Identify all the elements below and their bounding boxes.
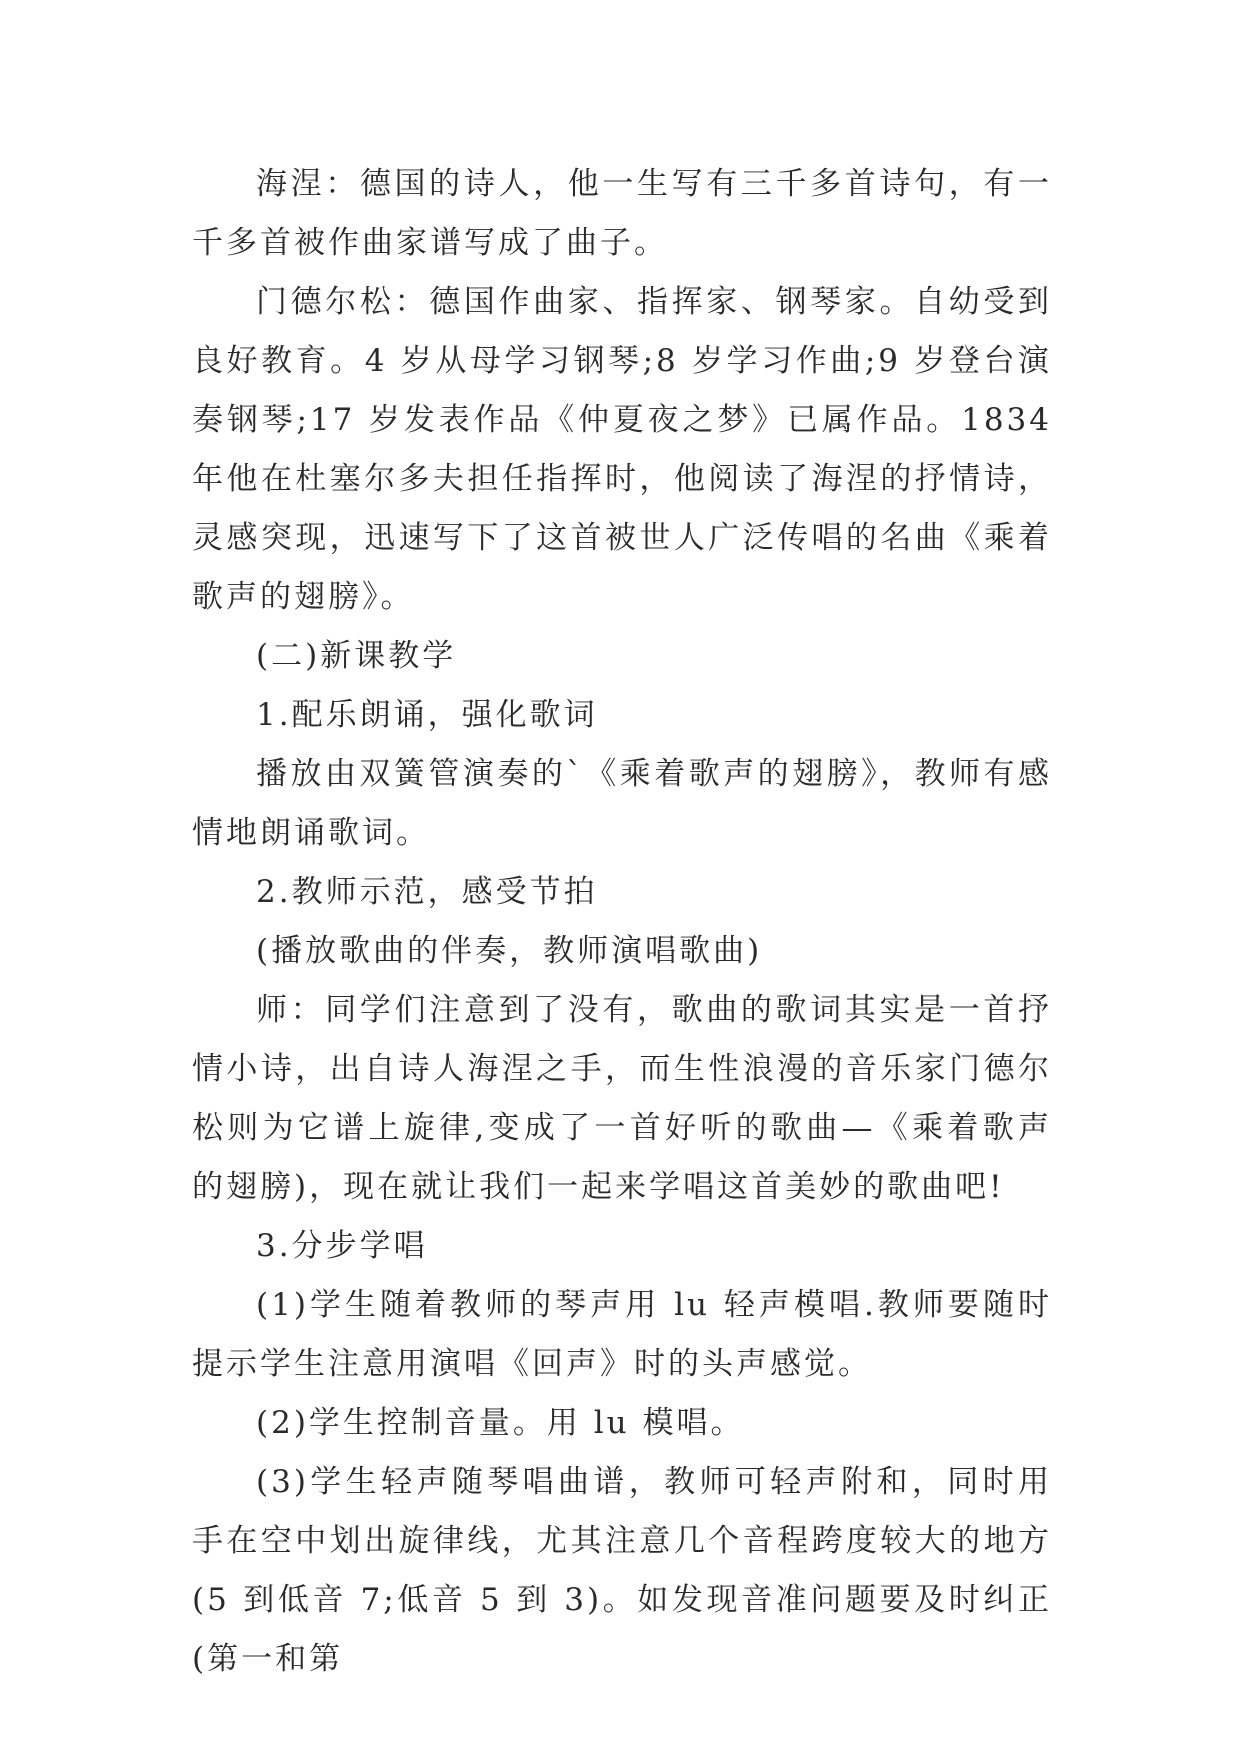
- paragraph-heine-intro: 海涅：德国的诗人，他一生写有三千多首诗句，有一千多首被作曲家谱写成了曲子。: [192, 166, 1052, 261]
- section-heading-new-lesson: (二)新课教学: [256, 638, 457, 674]
- paragraph-step-2: (2)学生控制音量。用 lu 模唱。: [256, 1405, 745, 1441]
- step-heading-learn-singing: 3.分步学唱: [256, 1228, 428, 1264]
- step-heading-recitation: 1.配乐朗诵，强化歌词: [256, 697, 598, 733]
- paragraph-play-accompaniment: (播放歌曲的伴奏，教师演唱歌曲): [256, 933, 763, 969]
- paragraph-teacher-speech: 师：同学们注意到了没有，歌曲的歌词其实是一首抒情小诗，出自诗人海涅之手，而生性浪漫的音乐家门德尔松则为它谱上旋律,变成了一首好听的歌曲—《乘着歌声的翅膀)，现在就让我们一起来学唱这首美妙的歌曲吧!: [192, 992, 1052, 1205]
- paragraph-play-oboe: 播放由双簧管演奏的`《乘着歌声的翅膀》，教师有感情地朗诵歌词。: [192, 756, 1052, 851]
- paragraph-mendelssohn-intro: 门德尔松：德国作曲家、指挥家、钢琴家。自幼受到良好教育。4 岁从母学习钢琴;8 岁学习作曲;9 岁登台演奏钢琴;17 岁发表作品《仲夏夜之梦》已属作品。1834 年他在杜塞尔多夫担任指挥时，他阅读了海涅的抒情诗，灵感突现，迅速写下了这首被世人广泛传唱的名曲《乘着歌声的翅膀》。: [192, 284, 1052, 615]
- document-body: [192, 155, 1052, 1689]
- paragraph-step-3: (3)学生轻声随琴唱曲谱，教师可轻声附和，同时用手在空中划出旋律线，尤其注意几个音程跨度较大的地方(5 到低音 7;低音 5 到 3)。如发现音准问题要及时纠正(第一和第: [192, 1464, 1052, 1677]
- paragraph-step-1: (1)学生随着教师的琴声用 lu 轻声模唱.教师要随时提示学生注意用演唱《回声》时的头声感觉。: [192, 1287, 1052, 1382]
- step-heading-demonstration: 2.教师示范，感受节拍: [256, 874, 598, 910]
